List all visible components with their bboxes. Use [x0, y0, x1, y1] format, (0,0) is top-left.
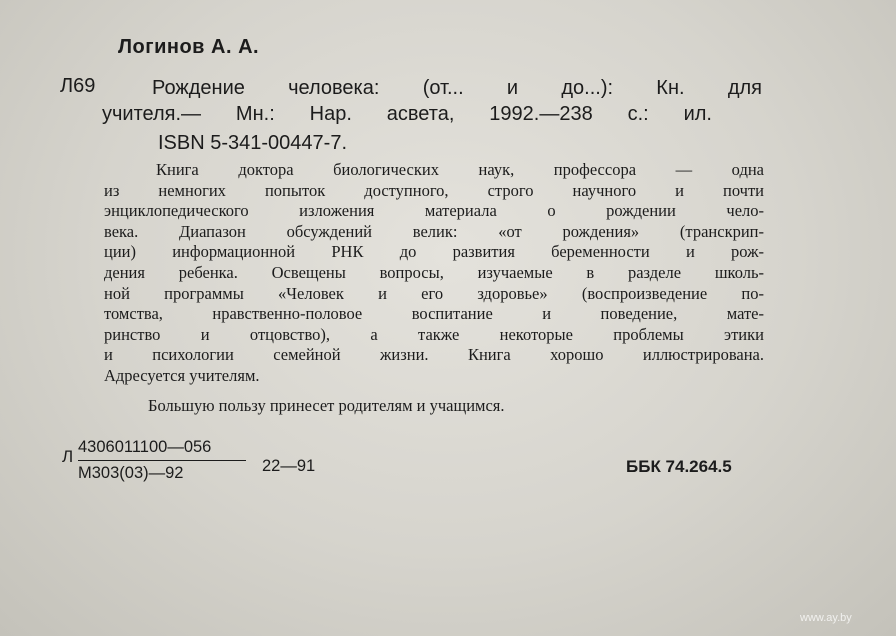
watermark: www.ay.by: [800, 612, 852, 624]
annotation-line: из немногих попыток доступного, строго научного и почти: [104, 180, 764, 200]
annotation-line: ной программы «Человек и его здоровье» (воспроизведение по-: [104, 283, 764, 303]
annotation-line: Книга доктора биологических наук, профессора — одна: [156, 160, 764, 179]
annotation-line: энциклопедического изложения материала о рождении чело-: [104, 201, 764, 221]
annotation-line: ции) информационной РНК до развития беременности и рож-: [104, 242, 764, 262]
catalog-suffix: 22—91: [262, 457, 316, 475]
catalog-fraction: [78, 438, 246, 483]
extra-note: Большую пользу принесет родителям и учащимся.: [148, 396, 505, 415]
catalog-letter: Л: [62, 447, 74, 466]
author-name: Логинов А. А.: [118, 36, 260, 58]
annotation-line: томства, нравственно-половое воспитание и поведение, мате-: [104, 304, 764, 324]
bbk-code: ББК 74.264.5: [626, 457, 732, 476]
annotation-line: и психологии семейной жизни. Книга хорошо иллюстрирована.: [104, 345, 764, 365]
isbn: ISBN 5-341-00447-7.: [158, 132, 348, 154]
annotation-line: дения ребенка. Освещены вопросы, изучаемые в разделе школь-: [104, 262, 764, 282]
biblio-line-title: Рождение человека: (от... и до...): Кн. для: [152, 77, 762, 99]
annotation-line: Адресуется учителям.: [104, 365, 260, 385]
catalog-numerator: 4306011100—056: [78, 438, 212, 456]
catalog-denominator: М303(03)—92: [78, 464, 184, 482]
index-code: Л69: [60, 75, 96, 97]
biblio-line-publisher: учителя.— Мн.: Нар. асвета, 1992.—238 с.: ил.: [102, 103, 712, 125]
annotation-line: ринство и отцовство), а также некоторые проблемы этики: [104, 324, 764, 344]
bibliographic-description: [102, 75, 762, 127]
annotation: [104, 160, 764, 387]
annotation-line: века. Диапазон обсуждений велик: «от рождения» (транскрип-: [104, 221, 764, 241]
